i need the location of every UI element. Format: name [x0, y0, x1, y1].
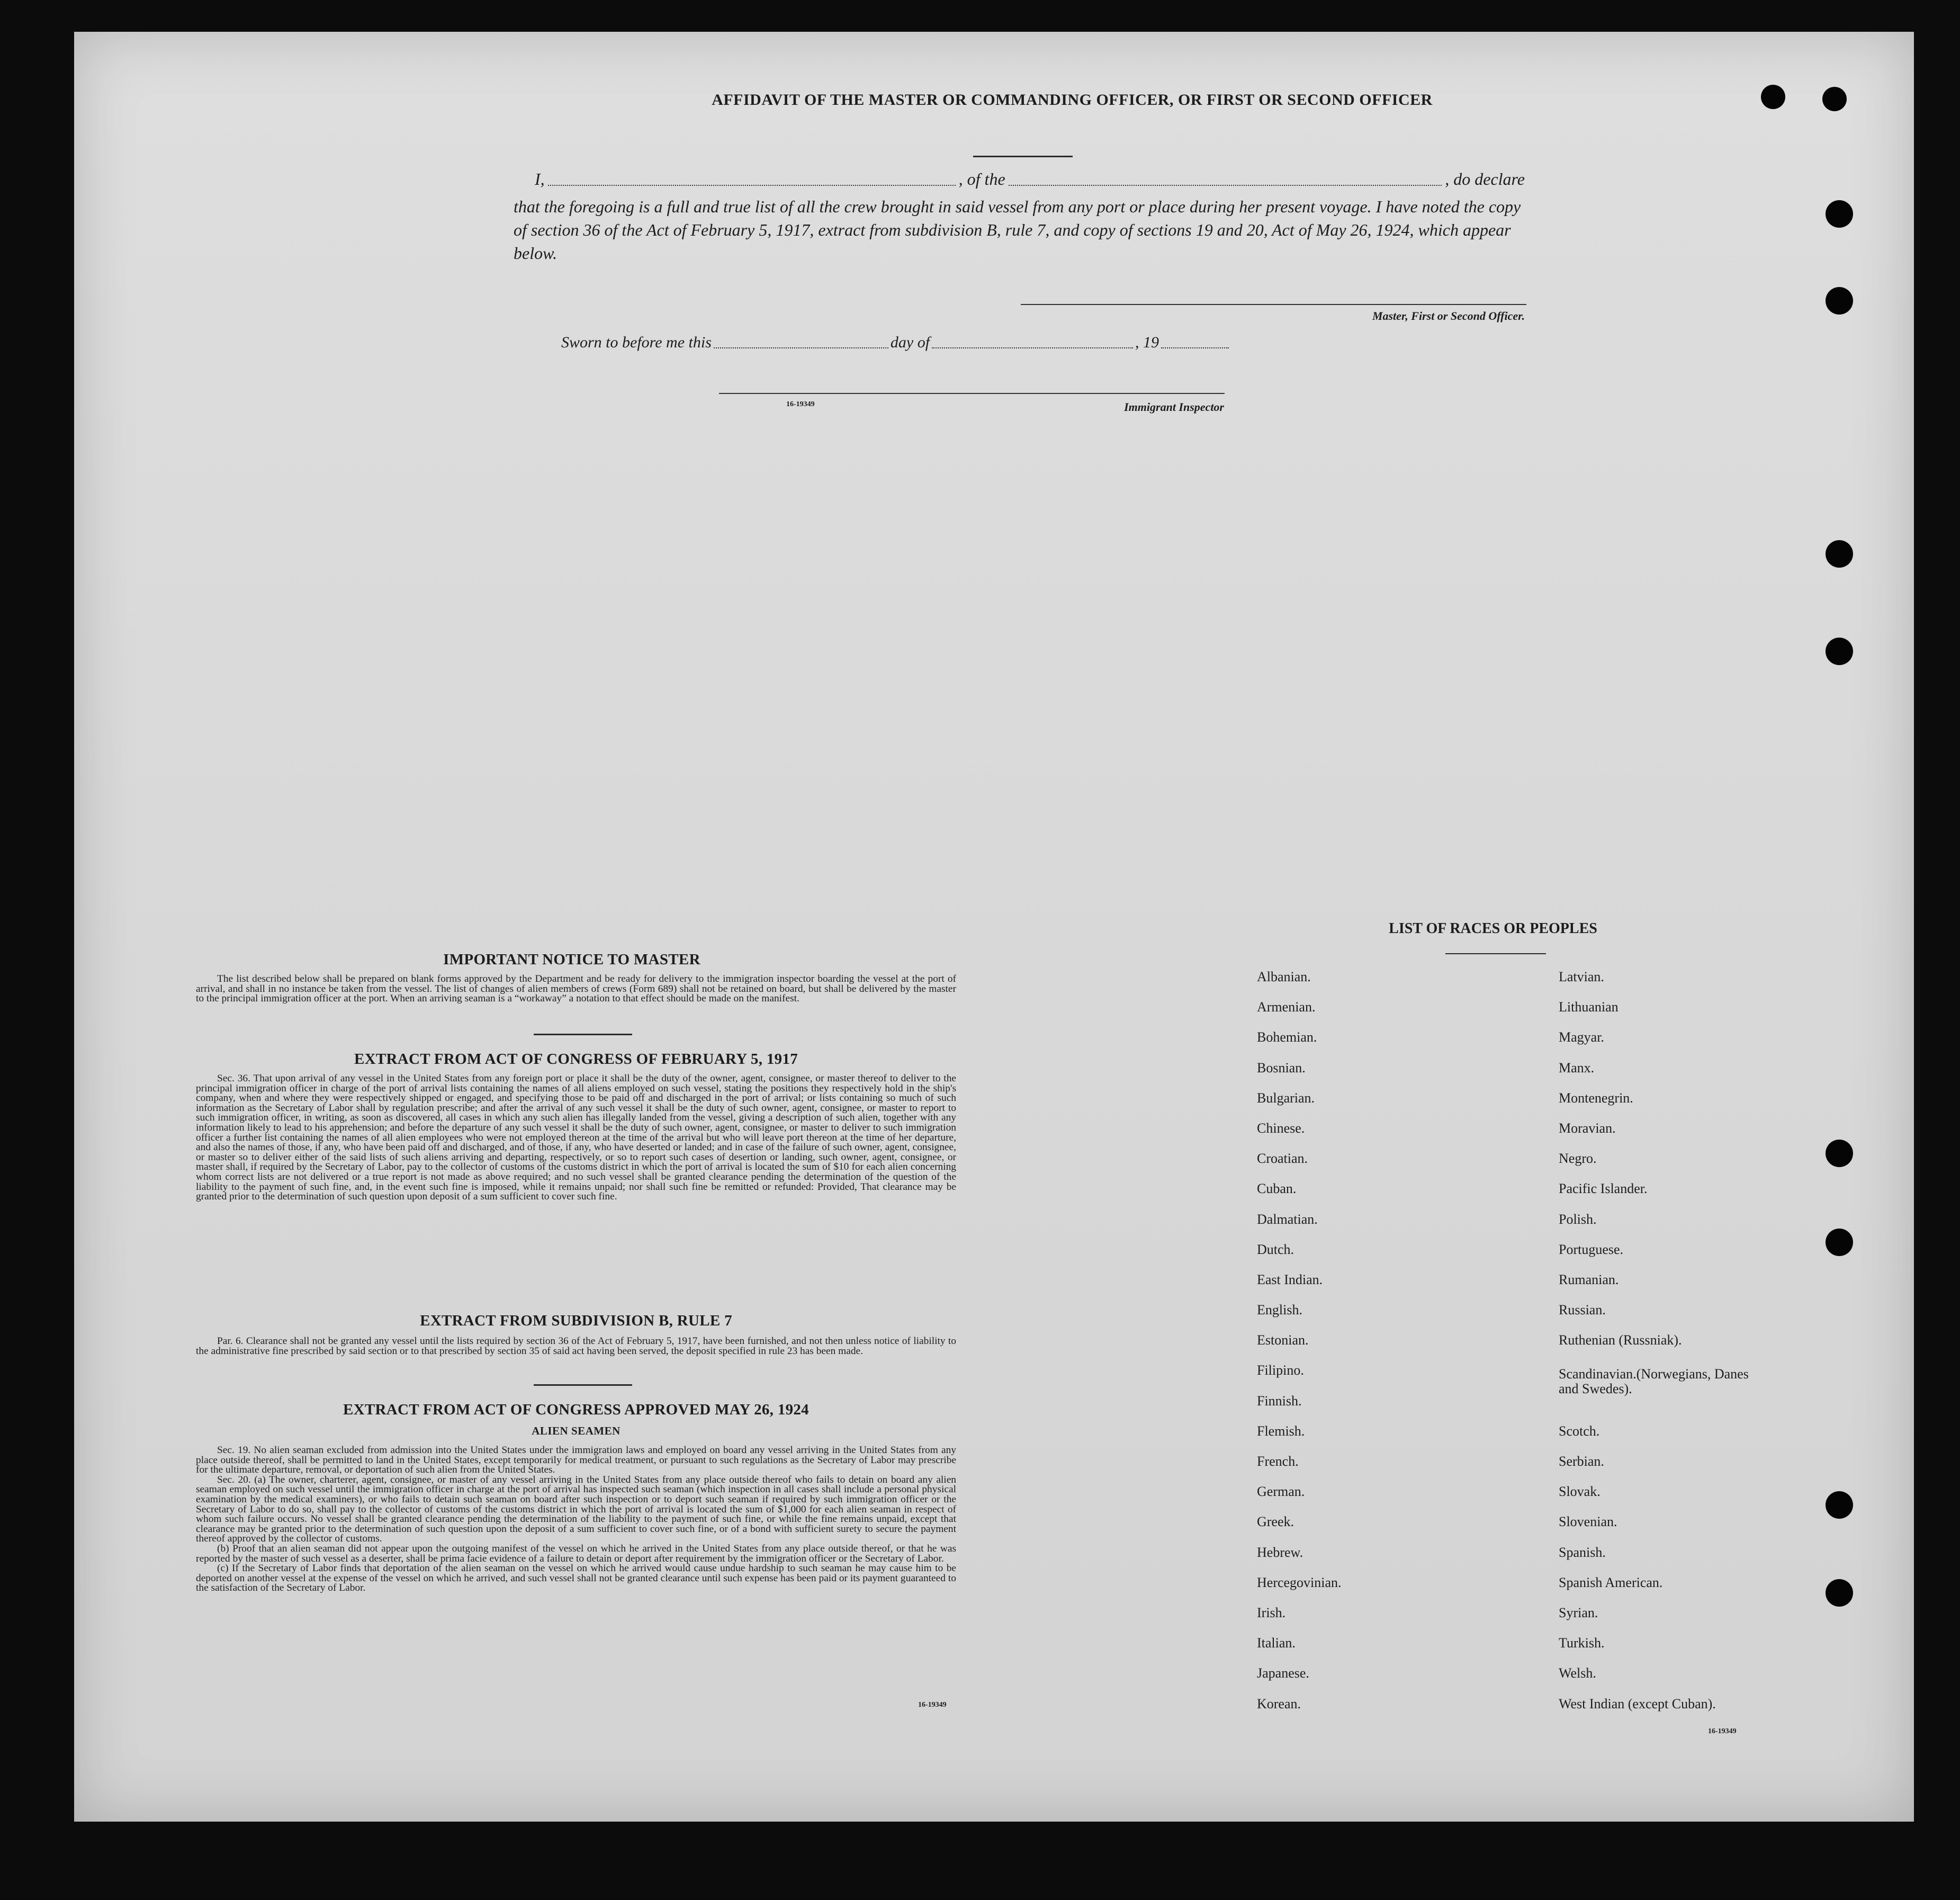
race-item: Syrian. — [1559, 1605, 1598, 1620]
year-label: , 19 — [1135, 334, 1159, 351]
race-item: English. — [1257, 1302, 1302, 1318]
sec-20a-paragraph: Sec. 20. (a) The owner, charterer, agent, consignee, or master of any vessel arriving in the United States from any place outside thereof who fails to detain on board any alien seaman employed on such vessel until the immigration officer in charge at the port of arrival has inspected such seaman (which inspection in all cases shall include a personal physical examination by the medical examiners), or who fails to detain such seaman on board after such inspection or to deport such seaman if required by such immigration officer or the Secretary of Labor to do so, shall pay to the collector of customs of the customs district in which the port of arrival is located the sum of $1,000 for each alien seaman in respect of whom such failure occurs. No vessel shall be granted clearance pending the determination of the liability to the payment of such fine, or while the fine remains unpaid, except that clearance may be granted prior to the determination of such question upon the deposit of a sum sufficient to cover such fine, or of a bond with sufficient surety to secure the payment thereof approved by the collector of customs. — [196, 1474, 956, 1545]
race-item: Portuguese. — [1559, 1241, 1624, 1257]
races-title: LIST OF RACES OR PEOPLES — [1389, 920, 1597, 937]
races-right-column — [1559, 969, 1770, 1726]
name-blank[interactable] — [548, 184, 956, 186]
vessel-blank[interactable] — [1009, 184, 1442, 186]
punch-hole — [1826, 1140, 1853, 1167]
affidavit-body: that the foregoing is a full and true list of all the crew brought in said vessel from any port or place during her present voyage. I have noted the copy of section 36 of the Act of February 5, 1917, extract from subdivision B, rule 7, and copy of sections 19 and 20, Act of May 26, 1924, which appear below. — [514, 197, 1521, 263]
race-item: Greek. — [1257, 1514, 1294, 1530]
punch-hole — [1826, 287, 1853, 315]
affidavit-form-number: 16-19349 — [786, 400, 815, 408]
notice-title: IMPORTANT NOTICE TO MASTER — [443, 951, 700, 968]
rule-7-text — [196, 1337, 956, 1356]
race-item: Italian. — [1257, 1635, 1296, 1651]
race-item: Moravian. — [1559, 1120, 1616, 1136]
races-left-column — [1257, 969, 1469, 1726]
race-item: Irish. — [1257, 1605, 1286, 1620]
race-item: Turkish. — [1559, 1635, 1605, 1651]
race-item: Dutch. — [1257, 1241, 1294, 1257]
race-item: Ruthenian (Russniak). — [1559, 1332, 1682, 1348]
punch-hole — [1826, 1579, 1853, 1607]
sec-20c-paragraph: (c) If the Secretary of Labor finds that deportation of the alien seaman on the vessel on which he arrived would cause undue hardship to such seaman he may cause him to be deported on another vessel at the expense of the vessel on which he arrived, and such vessel shall not be granted clearance until such expense has been paid or its payment guaranteed to the satisfaction of the Secretary of Labor. — [196, 1563, 956, 1594]
race-item: Croatian. — [1257, 1151, 1308, 1167]
do-declare-label: , do declare — [1445, 169, 1525, 189]
affidavit-declaration-line — [535, 169, 1525, 189]
sec-20b-paragraph: (b) Proof that an alien seaman did not appear upon the outgoing manifest of the vessel on which he arrived in the United States from any place outside thereof, or that he was reported by the master of such vessel as a deserter, shall be prima facie evidence of a failure to detain or deport after requirement by the immigration officer or the Secretary of Labor. — [196, 1543, 956, 1564]
race-item: German. — [1257, 1484, 1305, 1500]
of-the-label: , of the — [958, 169, 1005, 189]
act-1924-text — [196, 1446, 956, 1593]
race-item: Serbian. — [1559, 1454, 1604, 1469]
race-item: Hebrew. — [1257, 1544, 1303, 1560]
race-item: Albanian. — [1257, 969, 1311, 984]
race-item: Cuban. — [1257, 1181, 1297, 1197]
race-item: Pacific Islander. — [1559, 1181, 1648, 1197]
race-item: Bohemian. — [1257, 1029, 1317, 1045]
divider — [534, 1384, 632, 1386]
punch-hole — [1826, 540, 1853, 568]
act-1917-title: EXTRACT FROM ACT OF CONGRESS OF FEBRUARY 5, 1917 — [354, 1051, 798, 1068]
act-1917-text — [196, 1074, 956, 1202]
race-item: Slovenian. — [1559, 1514, 1617, 1530]
race-item: Slovak. — [1559, 1484, 1601, 1500]
race-item: Polish. — [1559, 1211, 1597, 1227]
affidavit-title: AFFIDAVIT OF THE MASTER OR COMMANDING OFFICER, OR FIRST OR SECOND OFFICER — [712, 91, 1433, 109]
race-item: French. — [1257, 1454, 1299, 1469]
title-divider — [973, 156, 1073, 157]
divider — [534, 1034, 632, 1035]
notice-paragraph: The list described below shall be prepared on blank forms approved by the Department and be ready for delivery to the immigration inspector boarding the vessel at the port of arrival, and shall in no instance be taken from the vessel. The list of changes of alien members of crews (Form 689) shall not be retained on board, but shall be delivered by the master to the principal immigration officer at the port. When an arriving seaman is a “workaway” a notation to that effect should be made on the manifest. — [196, 973, 956, 1005]
sworn-line — [561, 334, 1239, 352]
race-item: Spanish American. — [1559, 1574, 1663, 1590]
race-item: Manx. — [1559, 1060, 1595, 1076]
sworn-label: Sworn to before me this — [561, 334, 712, 351]
punch-hole — [1761, 85, 1785, 109]
inspector-caption: Immigrant Inspector — [1124, 400, 1224, 414]
race-item: Scotch. — [1559, 1423, 1600, 1439]
race-item: Russian. — [1559, 1302, 1606, 1318]
right-form-number: 16-19349 — [1708, 1727, 1737, 1735]
race-item: Lithuanian — [1559, 999, 1619, 1015]
race-item: Dalmatian. — [1257, 1211, 1318, 1227]
race-item: Bosnian. — [1257, 1060, 1306, 1076]
race-item: Flemish. — [1257, 1423, 1305, 1439]
race-item: Welsh. — [1559, 1665, 1596, 1681]
punch-hole — [1826, 638, 1853, 665]
i-label: I, — [535, 169, 545, 189]
master-signature-line[interactable] — [1021, 304, 1526, 305]
race-item: Finnish. — [1257, 1393, 1302, 1409]
race-item: Spanish. — [1559, 1544, 1606, 1560]
par-6-paragraph: Par. 6. Clearance shall not be granted any vessel until the lists required by section 36 of the Act of February 5, 1917, have been furnished, and not then unless notice of liability to the administrative fine prescribed by said section or to that prescribed by section 35 of said act having been served, the deposit specified in rule 23 has been made. — [196, 1336, 956, 1357]
race-item: Korean. — [1257, 1696, 1301, 1711]
rule-7-title: EXTRACT FROM SUBDIVISION B, RULE 7 — [420, 1312, 732, 1329]
sec-19-paragraph: Sec. 19. No alien seaman excluded from admission into the United States under the immigration laws and employed on board any vessel arriving in the United States from any place outside thereof, shall be permitted to land in the United States, except temporarily for medical treatment, or pursuant to such regulations as the Secretary of Labor may prescribe for the ultimate departure, removal, or deportation of such alien from the United States. — [196, 1445, 956, 1476]
race-item: Magyar. — [1559, 1029, 1604, 1045]
sec-36-paragraph: Sec. 36. That upon arrival of any vessel in the United States from any foreign port or place it shall be the duty of the owner, agent, consignee, or master thereof to deliver to the principal immigration officer in charge of the port of arrival lists containing the names of all aliens employed on such vessel, stating the positions they respectively hold in the ship's company, when and where they were respectively shipped or engaged, and specifying those to be paid off and discharged in the port of arrival; or lists containing so much of such information as the Secretary of Labor shall by regulation prescribe; and after the arrival of any such vessel it shall be the duty of such owner, agent, consignee, or master to report to such immigration officer, in writing, as soon as discovered, all cases in which any such alien has illegally landed from the vessel, giving a description of such alien, together with any information likely to lead to his apprehension; and before the departure of any such vessel it shall be the duty of such owner, agent, consignee, or master to deliver to such immigration officer a further list containing the names of all alien employees who were not employed thereon at the time of the arrival but who will leave port thereon at the time of her departure, and also the names of those, if any, who have been paid off and discharged, and of those, if any, who have deserted or landed; and in case of the failure of such owner, agent, consignee, or master so to deliver either of the said lists of such aliens arriving and departing, respectively, or so to report such cases of desertion or landing, such owner, agent, consignee, or master shall, if required by the Secretary of Labor, pay to the collector of customs of the customs district in which the port of arrival is located the sum of $10 for each alien concerning whom correct lists are not delivered or a true report is not made as above required; and no such vessel shall be granted clearance pending the determination of the question of the liability to the payment of such fine, and, in the event such fine is imposed, while it remains unpaid; nor shall such fine be remitted or refunded: Provided, That clearance may be granted prior to the determination of such question upon deposit of a sum sufficient to cover such fine. — [196, 1073, 956, 1203]
race-item: Japanese. — [1257, 1665, 1309, 1681]
race-item: Montenegrin. — [1559, 1090, 1633, 1106]
races-divider — [1445, 953, 1546, 954]
race-item: Scandinavian.(Norwegians, Danes and Swedes). — [1559, 1366, 1749, 1397]
punch-hole — [1826, 1491, 1853, 1519]
race-item: Latvian. — [1559, 969, 1604, 984]
day-of-label: day of — [890, 334, 930, 351]
race-item: Rumanian. — [1559, 1271, 1619, 1287]
master-signature-caption: Master, First or Second Officer. — [1372, 309, 1525, 322]
month-blank[interactable] — [932, 347, 1133, 348]
race-item: Chinese. — [1257, 1120, 1305, 1136]
left-form-number: 16-19349 — [918, 1701, 947, 1709]
day-blank[interactable] — [714, 347, 888, 348]
race-item: Filipino. — [1257, 1363, 1304, 1378]
race-item: Armenian. — [1257, 999, 1316, 1015]
race-item: East Indian. — [1257, 1271, 1323, 1287]
notice-text — [196, 974, 956, 1004]
race-item: Bulgarian. — [1257, 1090, 1315, 1106]
race-item: Negro. — [1559, 1151, 1597, 1167]
race-item: Hercegovinian. — [1257, 1574, 1342, 1590]
year-blank[interactable] — [1161, 347, 1229, 348]
punch-hole — [1826, 200, 1853, 228]
act-1924-title: EXTRACT FROM ACT OF CONGRESS APPROVED MAY 26, 1924 — [343, 1401, 809, 1418]
alien-seamen-subtitle: ALIEN SEAMEN — [532, 1424, 621, 1437]
race-item: West Indian (except Cuban). — [1559, 1696, 1716, 1711]
punch-hole — [1822, 87, 1847, 111]
race-item: Estonian. — [1257, 1332, 1309, 1348]
punch-hole — [1826, 1229, 1853, 1256]
inspector-signature-line[interactable] — [719, 393, 1225, 394]
